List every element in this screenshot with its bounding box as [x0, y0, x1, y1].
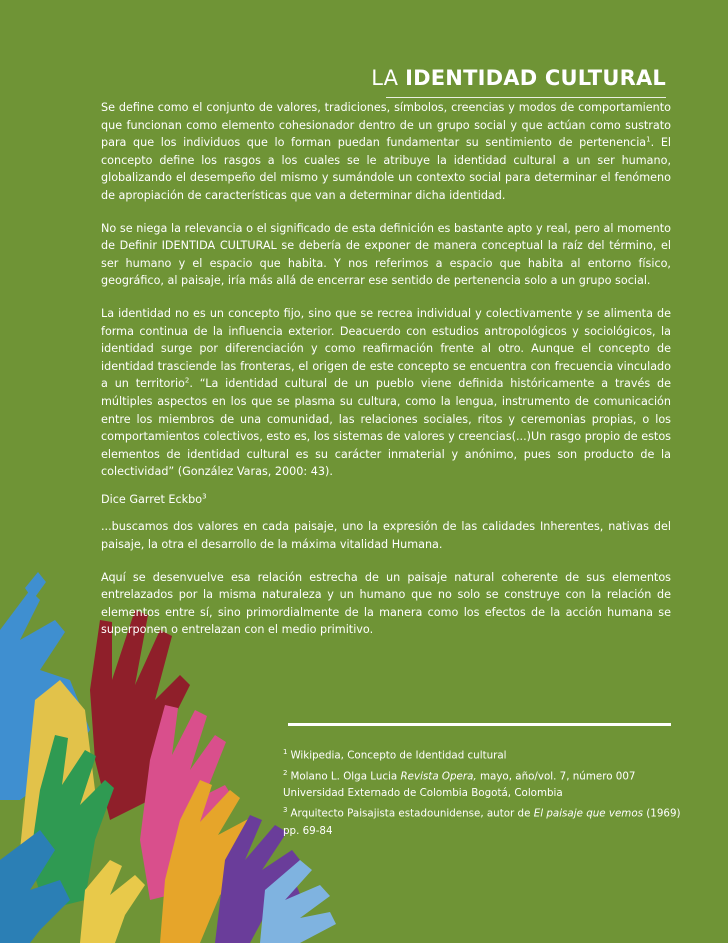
footnote-1 — [283, 744, 703, 765]
p1-text-b: . El concepto define los rasgos a los cuales se le atribuye la identidad cultural a un ser humano, globalizando el desempeño del mismo y sumándole un contexto social para determinar el fenómeno de apropiación de características que van a determinar dicha identidad. — [101, 136, 671, 202]
yellow-hand-bottom — [80, 860, 145, 943]
footnote-3 — [283, 802, 703, 823]
title-underline — [386, 97, 666, 98]
footnote-2-continued: Universidad Externado de Colombia Bogotá, Colombia — [283, 787, 563, 800]
footnote-3-number: 3 — [283, 806, 288, 815]
paragraph-4 — [101, 491, 671, 509]
title-bold: IDENTIDAD CULTURAL — [405, 66, 666, 90]
footnote-3-text-a: Arquitecto Paisajista estadounidense, autor de — [290, 807, 534, 820]
footnote-ref-1: 1 — [646, 135, 651, 144]
paragraph-3 — [101, 305, 671, 481]
body-text — [101, 99, 671, 654]
footnote-2 — [283, 765, 703, 786]
paragraph-5: ...buscamos dos valores en cada paisaje, uno la expresión de las calidades Inherentes, nativas del paisaje, la otra el desarrollo de la máxima vitalidad Humana. — [101, 520, 671, 552]
paragraph-2: No se niega la relevancia o el significado de esta definición es bastante apto y real, pero al momento de Definir IDENTIDA CULTURAL se debería de exponer de manera conceptual la raíz del término, el ser humano y el espacio que habita. Y nos referimos a espacio que habita al entorno físico, geográfico, al paisaje, iría más allá de encerrar ese sentido de pertenencia solo a un grupo social. — [101, 221, 671, 288]
footnotes — [283, 744, 703, 840]
footnote-2-number: 2 — [283, 768, 288, 777]
footnote-3-continued: pp. 69-84 — [283, 825, 333, 838]
footnote-2-italic: Revista Opera, — [400, 770, 477, 783]
p4-text: Dice Garret Eckbo — [101, 492, 203, 506]
footnote-3-text-b: (1969) — [643, 807, 681, 820]
title-prefix: LA — [371, 66, 399, 90]
footnote-divider — [288, 723, 671, 726]
footnote-ref-3: 3 — [202, 492, 207, 501]
footnote-1-text: Wikipedia, Concepto de Identidad cultural — [290, 749, 507, 762]
footnote-3-italic: El paisaje que vemos — [533, 807, 643, 820]
paragraph-6: Aquí se desenvuelve esa relación estrecha de un paisaje natural coherente de sus elementos entrelazados por la misma naturaleza y un humano que no solo se construye con la relación de elementos entre sí, sino primordialmente de la manera como los efectos de la acción humana se superponen o entrelazan con el medio primitivo. — [101, 570, 671, 637]
footnote-1-number: 1 — [283, 748, 288, 756]
footnote-2-text-a: Molano L. Olga Lucia — [290, 770, 401, 783]
paragraph-1 — [101, 99, 671, 205]
footnote-2-text-b: mayo, año/vol. 7, número 007 — [476, 770, 636, 783]
p1-text-a: Se define como el conjunto de valores, tradiciones, símbolos, creencias y modos de comportamiento que funcionan como elemento cohesionador dentro de un grupo social y que actúan como sustrato para que los individuos que lo forman puedan fundamentar su sentimiento de pertenencia — [101, 101, 671, 150]
p3-text-a: La identidad no es un concepto fijo, sino que se recrea individual y colectivamente y se alimenta de forma continua de la influencia exterior. Deacuerdo con estudios antropológicos y sociológicos, la identidad surge por diferenciación y como reafirmación frente al otro. Aunque el concepto de identidad trasciende las fronteras, el origen de este concepto se encuentra con frecuencia vinculado a un territorio — [101, 306, 671, 391]
p3-text-b: . “La identidad cultural de un pueblo viene definida históricamente a través de múltiples aspectos en los que se plasma su cultura, como la lengua, instrumento de comunicación entre los miembros de una comunidad, las relaciones sociales, ritos y ceremonias propias, o los comportamientos colectivos, esto es, los sistemas de valores y creencias(...)Un rasgo propio de estos elementos de identidad cultural es su carácter inmaterial y anónimo, pues son producto de la colectividad” (González Varas, 2000: 43). — [101, 377, 671, 479]
page-title — [371, 66, 666, 90]
footnote-ref-2: 2 — [184, 376, 190, 385]
